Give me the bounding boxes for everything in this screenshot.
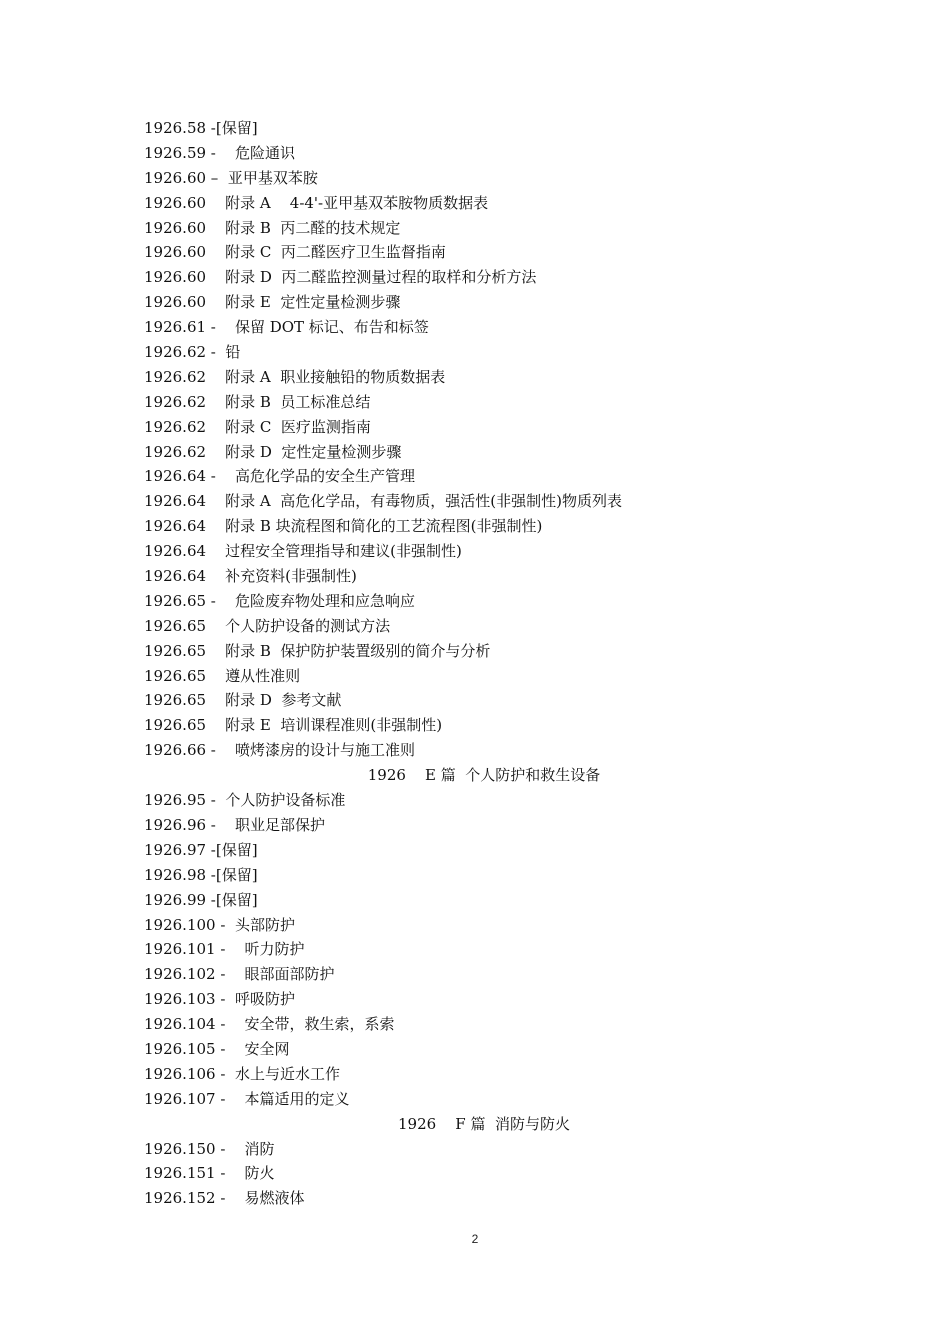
toc-entry: 1926.100 - 头部防护 xyxy=(144,915,295,934)
toc-entry: 1926.58 -[保留] xyxy=(144,119,258,137)
page-number: 2 xyxy=(471,1232,479,1246)
toc-entry: 1926.61 - 保留 DOT 标记、布告和标签 xyxy=(144,318,429,337)
toc-entry: 1926.59 - 危险通识 xyxy=(144,143,295,162)
section-heading: 1926 F 篇 消防与防火 xyxy=(398,1114,570,1133)
toc-entry: 1926.107 - 本篇适用的定义 xyxy=(144,1089,350,1108)
toc-entry: 1926.104 - 安全带，救生索，系索 xyxy=(144,1015,395,1034)
toc-entry: 1926.65 - 危险废弃物处理和应急响应 xyxy=(144,591,415,610)
toc-entry: 1926.102 - 眼部面部防护 xyxy=(144,965,335,984)
toc-entry: 1926.103 - 呼吸防护 xyxy=(144,990,295,1009)
toc-entry: 1926.62 附录 D 定性定量检测步骤 xyxy=(144,442,402,461)
toc-entry: 1926.60 附录 B 丙二醛的技术规定 xyxy=(144,218,401,237)
toc-entry: 1926.96 - 职业足部保护 xyxy=(144,815,325,834)
toc-entry: 1926.62 附录 B 员工标准总结 xyxy=(144,392,371,411)
toc-entry: 1926.65 个人防护设备的测试方法 xyxy=(144,616,391,635)
toc-entry: 1926.152 - 易燃液体 xyxy=(144,1189,305,1208)
toc-entry: 1926.66 - 喷烤漆房的设计与施工准则 xyxy=(144,741,415,760)
toc-entry: 1926.60 附录 D 丙二醛监控测量过程的取样和分析方法 xyxy=(144,268,537,287)
toc-entry: 1926.65 附录 D 参考文献 xyxy=(144,691,342,710)
toc-entry: 1926.97 -[保留] xyxy=(144,840,258,859)
toc-entry: 1926.98 -[保留] xyxy=(144,865,258,884)
toc-entry: 1926.99 -[保留] xyxy=(144,890,258,909)
toc-entry: 1926.64 附录 A 高危化学品，有毒物质，强活性(非强制性)物质列表 xyxy=(144,492,622,511)
toc-entry: 1926.65 遵从性准则 xyxy=(144,666,301,685)
toc-entry: 1926.65 附录 B 保护防护装置级别的简介与分析 xyxy=(144,641,491,660)
toc-entry: 1926.95 - 个人防护设备标准 xyxy=(144,791,346,810)
toc-entry: 1926.151 - 防火 xyxy=(144,1164,275,1183)
toc-entry: 1926.62 附录 C 医疗监测指南 xyxy=(144,417,371,436)
toc-entry: 1926.60 附录 E 定性定量检测步骤 xyxy=(144,293,401,312)
table-of-contents xyxy=(144,116,824,1211)
toc-entry: 1926.64 - 高危化学品的安全生产管理 xyxy=(144,467,415,486)
toc-entry: 1926.60 附录 C 丙二醛医疗卫生监督指南 xyxy=(144,243,446,262)
toc-entry: 1926.106 - 水上与近水工作 xyxy=(144,1064,340,1083)
toc-entry: 1926.62 附录 A 职业接触铅的物质数据表 xyxy=(144,367,446,386)
toc-entry: 1926.64 补充资料(非强制性) xyxy=(144,567,357,586)
toc-entry: 1926.65 附录 E 培训课程准则(非强制性) xyxy=(144,716,443,735)
toc-entry: 1926.62 - 铅 xyxy=(144,343,241,362)
section-heading: 1926 E 篇 个人防护和救生设备 xyxy=(367,766,601,785)
toc-entry: 1926.101 - 听力防护 xyxy=(144,940,305,959)
toc-entry: 1926.64 附录 B 块流程图和简化的工艺流程图(非强制性) xyxy=(144,517,543,536)
toc-entry: 1926.60 – 亚甲基双苯胺 xyxy=(144,168,318,187)
toc-entry: 1926.150 - 消防 xyxy=(144,1139,275,1158)
toc-entry: 1926.105 - 安全网 xyxy=(144,1039,290,1058)
toc-entry: 1926.64 过程安全管理指导和建议(非强制性) xyxy=(144,542,462,561)
toc-entry: 1926.60 附录 A 4-4'-亚甲基双苯胺物质数据表 xyxy=(144,193,489,212)
